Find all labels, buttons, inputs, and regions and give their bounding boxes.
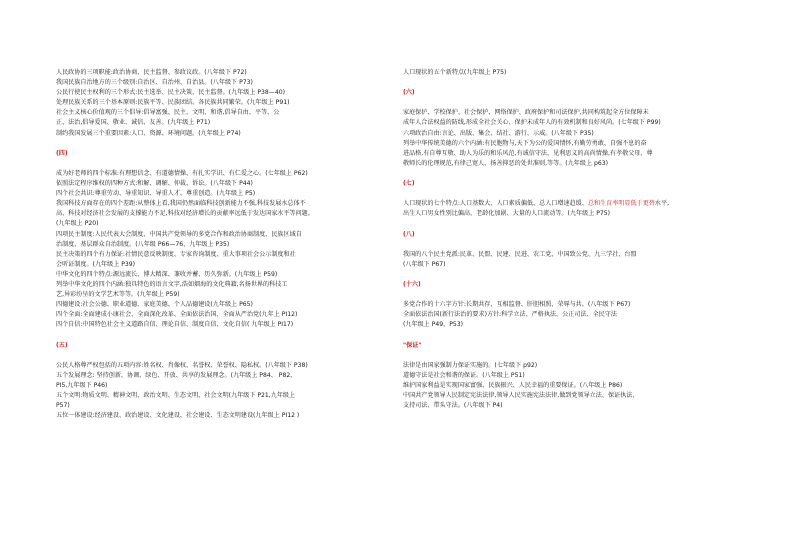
text-line: 列举中华传统美德的六个内涵:有民胞物与,天下为公的爱国情怀,有勤劳勇敢、自强不息的奋 <box>403 139 647 147</box>
section-heading: (七) <box>403 180 415 188</box>
text-line: 法律是由国家强制力保证实施的。(七年级下 p92) <box>403 361 538 369</box>
text-line: PI5,九年级下 P46) <box>56 381 108 389</box>
section-heading: (八) <box>403 230 415 238</box>
text-line: (九年级上 P49、P53) <box>403 321 464 329</box>
text-line: 艺,异彩纷呈的文学艺术等等。(九年级上 P59) <box>56 291 180 299</box>
spacer <box>403 78 741 88</box>
text-line: 处理民族关系的三个基本原则:民族平等、民族团结、各民族共同繁荣。(九年级上 P91) <box>56 99 290 107</box>
section-heading: "保证" <box>403 341 422 349</box>
text-line: 道德守法是社会和谐的保证。(八年级上 P51) <box>403 371 525 379</box>
text-line: 进品格,有自尊互敬、助人为乐的和乐风范,有诚信守法、见利思义的高尚情操,有孝敬父母、尊 <box>403 149 653 157</box>
text-line: (九年级上 P20) <box>56 220 99 228</box>
section-heading: (五) <box>56 341 68 349</box>
left-column <box>56 68 392 421</box>
text-line: 家庭保护、学校保护、社会保护、网络保护、政府保护和司法保护,共同构筑起全方位保障未 <box>403 109 649 117</box>
section-heading: (六) <box>403 89 415 97</box>
text-line: 公民行使民主权利的三个形式:民主选举、民主决策、民主监督。(九年级上 P38—40) <box>56 89 286 97</box>
spacer <box>56 159 392 169</box>
text-line: 中国共产党领导人民制定宪法法律,领导人民实施宪法法律,做到党领导立法、保证执法、 <box>403 392 639 399</box>
text-line: 公民人格尊严权包括的五项内容:姓名权、肖像权、名誉权、荣誉权、隐私权。(八年级下 P38) <box>56 361 308 369</box>
text-segment: 水平, <box>654 200 670 208</box>
text-line: 多党合作的十六字方针:长期共存、互相监督、肝胆相照、荣辱与共。(八年级下 P67) <box>403 301 631 309</box>
spacer <box>403 330 741 340</box>
spacer <box>403 240 741 250</box>
text-line: 六项政治自由:言论、出版、集会、结社、游行、示威。(八年级下 P35) <box>403 129 594 137</box>
text-line: 我国民族自治地方的三个级别:自治区、自治州、自治县。(八年级下 P73) <box>56 79 253 87</box>
spacer <box>403 270 741 280</box>
text-line: 民主决策的四个有力保证:社情民意反映制度、专家咨询制度、重大事项社会公示制度和社 <box>56 250 296 258</box>
spacer <box>56 139 392 149</box>
text-line: 四个全面:全面建成小康社会、全面深化改革、全面依法治国、全面从严治党(九年上 PI12) <box>56 311 298 319</box>
text-line: 全面依法治国(新行法治的要求)方针:科学立法、严格执法、公正司法、全民守法 <box>403 311 617 319</box>
text-line: 成年人合法权益的防线,形成全社会关心、保护未成年人的有效机制和良好风尚。(七年级下 P99) <box>403 119 661 127</box>
text-line: 四个自信:中国特色社会主义道路自信、理论自信、制度自信、文化自信( 九年级上 PI17) <box>56 321 294 329</box>
text-line: 五位一体建设:经济建设、政治建设、文化建设、社会建设、生态文明建设(九年级上 PI12 ) <box>56 412 300 420</box>
spacer <box>403 219 741 229</box>
spacer <box>403 290 741 300</box>
section-heading: (四) <box>56 149 68 157</box>
text-line: 出生人口男女性别比偏高、老龄化加剧、大量的人口流动等。(九年级上 P75) <box>403 210 611 218</box>
spacer <box>56 351 392 361</box>
spacer <box>403 98 741 108</box>
text-line <box>403 199 741 209</box>
text-line: 会听证制度。(九年级上 P39) <box>56 260 136 268</box>
text-line: 人民政协的三项职能:政治协商、民主监督、参政议政。(八年级下 P72) <box>56 69 247 76</box>
text-line: 维护国家利益是实现国家富强、民族振兴、人民幸福的重要保证。(八年级上 P86) <box>403 381 623 389</box>
text-line: 高、科技对经济社会发展的支撑能力不足,科技对经济增长的贡献率远低于发达国家水平等问题。 <box>56 210 314 218</box>
text-segment: 人口现状的七个特点:人口基数大、人口素质偏低、总人口增速趋缓、 <box>403 200 588 208</box>
text-line: 社会主义核心价值观的三个倡导:倡导富强、民主、文明、和谐,倡导自由、平等、公 <box>56 109 280 117</box>
text-line: 制约我国发展三个重要因素:人口、资源、环境问题。(九年级上 P74) <box>56 129 241 137</box>
spacer <box>403 169 741 179</box>
text-line: 五个文明:物质文明、精神文明、政治文明、生态文明、社会文明(九年级下 P21,九年级上 <box>56 392 296 399</box>
text-line: 正、法治,倡导爱国、敬业、诚信、友善。(九年级上 P71) <box>56 119 211 127</box>
text-line: 治制度、基层群众自治制度。(八年级 P66—76、九年级上 P35) <box>56 240 230 248</box>
text-line: 依照法定程序维权的四种方式:和解、调解、仲裁、诉讼。(八年级下 P44) <box>56 180 253 188</box>
text-line: 敬师长的伦理规范,有律己宽人、扬善抑恶的处世准则,等等。(九年级上 p63) <box>403 159 609 167</box>
text-line: 我国的八个民主党派:民革、民盟、民建、民进、农工党、中国致公党、九三学社、台盟 <box>403 250 637 258</box>
section-heading: (十六) <box>403 280 421 288</box>
text-line: 中华文化的四个特点:源远流长、博大精深、兼收并蓄、历久弥新。(九年级上 P59) <box>56 270 278 278</box>
highlighted-text: 总和生育率明显低于更替 <box>587 200 655 208</box>
right-column <box>403 68 741 411</box>
text-line: 四德建设:社会公德、职业道德、家庭美德、个人品德建设(九年级上 P65) <box>56 301 253 309</box>
text-line: 人口现状的五个新特点(九年级上 P75) <box>403 69 507 76</box>
text-line: 列举中华文化的四个内涵:独具特色的语言文字,浩如烟海的文化典籍,名扬世界的科技工 <box>56 280 288 288</box>
spacer <box>56 330 392 340</box>
spacer <box>403 351 741 361</box>
text-line: 支持司法、带头守法。(八年级下 P4) <box>403 402 503 410</box>
text-line: 成为好老师的四个标准:有理想信念、有道德情操、有扎实学识、有仁爱之心。(七年级上 P62) <box>56 169 308 177</box>
spacer <box>403 189 741 199</box>
text-line: 我国科技方面存在的四个差距:从整体上看,我国仍然面临科技创新能力不强,科技发展水总体不 <box>56 200 306 208</box>
text-line: P57) <box>56 402 70 410</box>
text-line: 四个社会共识:尊重劳动、导重知识、导重人才、尊重创造。(九年级上 P5) <box>56 190 256 198</box>
text-line: (八年级下 P67) <box>403 260 446 268</box>
text-line: 五个发展理念: 坚持创新、协调、绿色、开放、共享的发展理念。(九年级上 P84、 P82、 <box>56 371 297 379</box>
text-line: 四项民主制度:人民代表大会制度、中国共产党领导的多党合作和政治协商制度、民族区域自 <box>56 230 302 238</box>
